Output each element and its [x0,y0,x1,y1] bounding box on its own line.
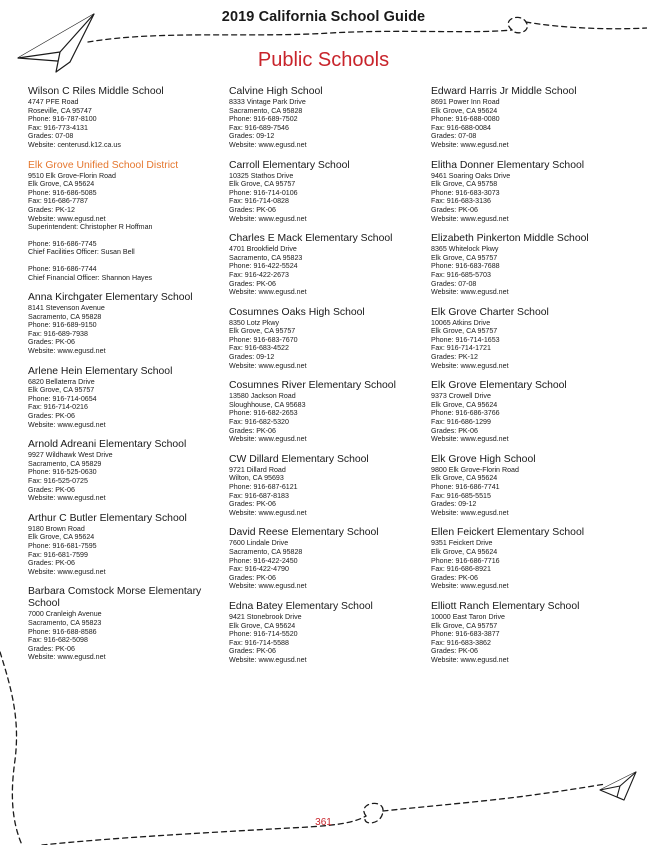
entry-detail-line: Elk Grove, CA 95624 [431,474,498,483]
district-name: Elk Grove Unified School District [28,159,179,171]
entry-detail-line: Website: www.egusd.net [431,361,509,370]
entry-detail-line: Elk Grove, CA 95757 [28,386,95,395]
school-entry [431,527,631,591]
entry-detail-line: Phone: 916-787-8100 [28,115,97,124]
entry-detail-line: Grades: 07-08 [431,132,477,141]
entry-detail-line: Website: www.egusd.net [229,508,307,517]
school-entry [431,380,631,444]
entry-detail-line: Fax: 916-688-0084 [431,123,491,132]
entry-detail-line: Website: centerusd.k12.ca.us [28,140,121,149]
entry-detail-line: Fax: 916-422-4790 [229,565,289,574]
school-name: Arnold Adreani Elementary School [28,439,187,451]
entry-detail-line: Elk Grove, CA 95624 [431,106,498,115]
district-entry [28,160,228,283]
entry-detail-line: Phone: 916-686-7744 [28,264,97,273]
entry-detail-line: Wilton, CA 95693 [229,474,284,483]
entry-detail-line: Elk Grove, CA 95757 [431,253,498,262]
entry-detail-line: Phone: 916-689-7502 [229,115,298,124]
line-gap [28,232,228,240]
entry-detail-line: Grades: PK-06 [431,573,478,582]
school-name: Barbara Comstock Morse Elementary School [28,586,202,610]
entry-detail-line: Fax: 916-714-1721 [431,344,491,353]
school-entry [28,366,228,430]
entry-detail-line: Sacramento, CA 95828 [229,106,303,115]
entry-detail-line: Website: www.egusd.net [229,140,307,149]
entry-detail-line: Elk Grove, CA 95624 [28,533,95,542]
school-name: Cosumnes River Elementary School [229,380,396,392]
entry-detail-line: Phone: 916-689-9150 [28,321,97,330]
entry-detail-line: 8333 Vintage Park Drive [229,98,306,106]
entry-detail-line: Website: www.egusd.net [229,582,307,591]
entry-detail-line: Roseville, CA 95747 [28,106,92,115]
entry-detail-line: Fax: 916-681-7599 [28,550,88,559]
school-entry [229,233,429,297]
entry-detail-line: Fax: 916-683-3136 [431,197,491,206]
school-entry [28,586,228,662]
entry-detail-line: Website: www.egusd.net [431,655,509,664]
school-name: Arlene Hein Elementary School [28,365,173,377]
school-entry [229,527,429,591]
entry-detail-line: Grades: PK-06 [431,647,478,656]
school-entry [229,307,429,371]
entry-detail-line: Phone: 916-714-1653 [431,335,500,344]
school-name: Elk Grove Elementary School [431,380,567,392]
entry-detail-line: Website: www.egusd.net [28,567,106,576]
entry-detail-line: Website: www.egusd.net [431,508,509,517]
school-entry [431,307,631,371]
entry-detail-line: 8350 Lotz Pkwy [229,318,280,327]
school-entry [229,380,429,444]
entry-detail-line: Elk Grove, CA 95624 [431,400,498,409]
entry-detail-line: Fax: 916-686-8921 [431,565,491,574]
entry-detail-line: 9800 Elk Grove-Florin Road [431,465,519,474]
entry-detail-line: Fax: 916-689-7546 [229,123,289,132]
entry-detail-line: Elk Grove, CA 95757 [431,327,498,336]
school-entry [431,233,631,297]
entry-detail-line: Phone: 916-714-5520 [229,630,298,639]
school-name: Elitha Donner Elementary School [431,159,585,171]
entry-detail-line: 10325 Stathos Drive [229,171,294,180]
entry-detail-line: Website: www.egusd.net [28,494,106,503]
entry-detail-line: Fax: 916-687-8183 [229,491,289,500]
school-name: Elliott Ranch Elementary School [431,600,580,612]
entry-detail-line: 9351 Feickert Drive [431,539,493,548]
school-entry [229,160,429,224]
entry-detail-line: Website: www.egusd.net [229,361,307,370]
entry-detail-line: Phone: 916-686-7745 [28,239,97,248]
entry-detail-line: Grades: PK-06 [28,412,75,421]
entry-detail-line: Grades: PK-06 [28,559,75,568]
school-entry [28,292,228,356]
entry-detail-line: 9180 Brown Road [28,524,85,533]
entry-detail-line: Website: www.egusd.net [229,655,307,664]
entry-detail-line: Fax: 916-683-4522 [229,344,289,353]
entry-detail-line: Grades: PK-06 [229,279,276,288]
school-name: Anna Kirchgater Elementary School [28,292,193,304]
school-name: Carroll Elementary School [229,159,350,171]
entry-detail-line: Website: www.egusd.net [28,420,106,429]
paper-plane-icon [600,772,636,800]
entry-detail-line: Fax: 916-422-2673 [229,270,289,279]
entry-detail-line: Grades: PK-06 [229,426,276,435]
entry-detail-line: Phone: 916-681-7595 [28,541,97,550]
entry-detail-line: Phone: 916-688-8586 [28,627,97,636]
entry-detail-line: 6820 Bellaterra Drive [28,377,95,386]
entry-detail-line: Phone: 916-422-5524 [229,262,298,271]
entry-detail-line: Sacramento, CA 95823 [28,618,102,627]
listing-column-1 [28,86,228,672]
entry-detail-line: Elk Grove, CA 95758 [431,180,498,189]
entry-detail-line: Elk Grove, CA 95624 [431,547,498,556]
section-title: Public Schools [257,49,390,71]
line-gap [28,257,228,265]
school-name: Ellen Feickert Elementary School [431,527,585,539]
entry-detail-line: 9927 Wildhawk West Drive [28,451,113,460]
school-name: Calvine High School [229,86,323,97]
entry-detail-line: Fax: 916-689-7938 [28,329,88,338]
entry-detail-line: Grades: 09-12 [229,132,275,141]
entry-detail-line: 9510 Elk Grove-Florin Road [28,171,116,180]
entry-detail-line: Chief Facilities Officer: Susan Bell [28,248,135,257]
entry-detail-line: Phone: 916-683-7670 [229,335,298,344]
entry-detail-line: Phone: 916-686-7716 [431,556,500,565]
school-name: Elk Grove High School [431,453,536,465]
school-name: Wilson C Riles Middle School [28,86,164,97]
entry-detail-line: Website: www.egusd.net [431,288,509,297]
entry-detail-line: Phone: 916-686-5085 [28,188,97,197]
entry-detail-line: Fax: 916-683-3862 [431,638,491,647]
entry-detail-line: 8141 Stevenson Avenue [28,304,105,313]
entry-detail-line: Website: www.egusd.net [229,214,307,223]
entry-detail-line: Grades: PK-12 [28,205,75,214]
listing-column-3 [431,86,631,675]
page-header-title: 2019 California School Guide [221,9,426,25]
entry-detail-line: Fax: 916-525-0725 [28,477,88,485]
entry-detail-line: Phone: 916-682-2653 [229,409,298,418]
entry-detail-line: Chief Financial Officer: Shannon Hayes [28,273,153,282]
entry-detail-line: Fax: 916-682-5098 [28,636,88,645]
school-entry [431,601,631,665]
entry-detail-line: Phone: 916-714-0106 [229,188,298,197]
entry-detail-line: Grades: 09-12 [431,500,477,509]
entry-detail-line: Grades: PK-06 [28,644,75,653]
entry-detail-line: Sacramento, CA 95823 [229,253,303,262]
entry-detail-line: Sacramento, CA 95829 [28,459,102,468]
school-name: Edward Harris Jr Middle School [431,86,577,97]
entry-detail-line: Elk Grove, CA 95757 [431,621,498,630]
entry-detail-line: Fax: 916-773-4131 [28,123,88,132]
entry-detail-line: Phone: 916-683-3877 [431,630,500,639]
school-entry [28,439,228,503]
school-entry [28,513,228,577]
entry-detail-line: Elk Grove, CA 95624 [28,180,95,189]
school-name: Elk Grove Charter School [431,306,549,318]
entry-detail-line: Phone: 916-683-3073 [431,188,500,197]
entry-detail-line: Grades: PK-06 [28,338,75,347]
entry-detail-line: Website: www.egusd.net [28,653,106,662]
entry-detail-line: Grades: PK-06 [431,205,478,214]
entry-detail-line: Grades: PK-06 [229,647,276,656]
entry-detail-line: 10065 Atkins Drive [431,318,491,327]
entry-detail-line: Fax: 916-686-1299 [431,418,491,427]
entry-detail-line: 9421 Stonebrook Drive [229,612,302,621]
page-number: 361 [315,817,332,828]
school-entry [431,454,631,518]
entry-detail-line: Grades: PK-06 [229,573,276,582]
entry-detail-line: Website: www.egusd.net [431,435,509,444]
entry-detail-line: Fax: 916-714-5588 [229,638,289,647]
school-name: Elizabeth Pinkerton Middle School [431,233,589,245]
school-entry [28,86,228,150]
entry-detail-line: 13580 Jackson Road [229,392,296,401]
entry-detail-line: Phone: 916-683-7688 [431,262,500,271]
entry-detail-line: Website: www.egusd.net [431,582,509,591]
entry-detail-line: Website: www.egusd.net [28,347,106,356]
entry-detail-line: Website: www.egusd.net [229,288,307,297]
entry-detail-line: Sacramento, CA 95828 [229,547,303,556]
entry-detail-line: Website: www.egusd.net [431,214,509,223]
entry-detail-line: Elk Grove, CA 95624 [229,621,296,630]
entry-detail-line: Website: www.egusd.net [28,214,106,223]
entry-detail-line: 7000 Cranleigh Avenue [28,610,102,619]
school-name: Charles E Mack Elementary School [229,233,393,245]
school-name: David Reese Elementary School [229,527,379,539]
entry-detail-line: 9461 Soaring Oaks Drive [431,171,511,180]
school-entry [431,160,631,224]
entry-detail-line: Sacramento, CA 95828 [28,312,102,321]
entry-detail-line: 7600 Lindale Drive [229,539,289,548]
entry-detail-line: Grades: PK-06 [229,500,276,509]
entry-detail-line: Grades: PK-06 [229,205,276,214]
entry-detail-line: Elk Grove, CA 95757 [229,180,296,189]
entry-detail-line: 10000 East Taron Drive [431,612,506,621]
entry-detail-line: Grades: PK-12 [431,353,478,362]
listing-column-2 [229,86,429,675]
entry-detail-line: Website: www.egusd.net [431,140,509,149]
entry-detail-line: Fax: 916-682-5320 [229,418,289,427]
entry-detail-line: 4701 Brookfield Drive [229,245,297,254]
school-entry [229,454,429,518]
school-entry [431,86,631,150]
entry-detail-line: Fax: 916-686-7787 [28,197,88,206]
entry-detail-line: Website: www.egusd.net [229,435,307,444]
school-name: Edna Batey Elementary School [229,600,373,612]
entry-detail-line: 4747 PFE Road [28,98,79,106]
entry-detail-line: Phone: 916-422-2450 [229,556,298,565]
entry-detail-line: Fax: 916-685-5703 [431,270,491,279]
entry-detail-line: Fax: 916-714-0216 [28,403,88,412]
entry-detail-line: Superintendent: Christopher R Hoffman [28,223,153,232]
entry-detail-line: 9721 Dillard Road [229,465,286,474]
entry-detail-line: 9373 Crowell Drive [431,392,491,401]
entry-detail-line: Phone: 916-688-0080 [431,115,500,124]
entry-detail-line: Grades: 09-12 [229,353,275,362]
entry-detail-line: Sloughhouse, CA 95683 [229,400,306,409]
entry-detail-line: Fax: 916-714-0828 [229,197,289,206]
entry-detail-line: Phone: 916-714-0654 [28,394,97,403]
entry-detail-line: Grades: 07-08 [28,132,74,141]
entry-detail-line: 8365 Whitelock Pkwy [431,245,499,254]
school-entry [229,601,429,665]
school-name: Cosumnes Oaks High School [229,306,365,318]
entry-detail-line: Phone: 916-686-3766 [431,409,500,418]
entry-detail-line: Grades: 07-08 [431,279,477,288]
entry-detail-line: Elk Grove, CA 95757 [229,327,296,336]
school-entry [229,86,429,150]
entry-detail-line: Phone: 916-525-0630 [28,468,97,477]
entry-detail-line: Phone: 916-686-7741 [431,483,500,491]
school-name: Arthur C Butler Elementary School [28,512,187,524]
entry-detail-line: 8691 Power Inn Road [431,98,500,106]
entry-detail-line: Phone: 916-687-6121 [229,483,298,491]
entry-detail-line: Fax: 916-685-5515 [431,491,491,500]
entry-detail-line: Grades: PK-06 [28,485,75,494]
entry-detail-line: Grades: PK-06 [431,426,478,435]
school-name: CW Dillard Elementary School [229,453,369,465]
